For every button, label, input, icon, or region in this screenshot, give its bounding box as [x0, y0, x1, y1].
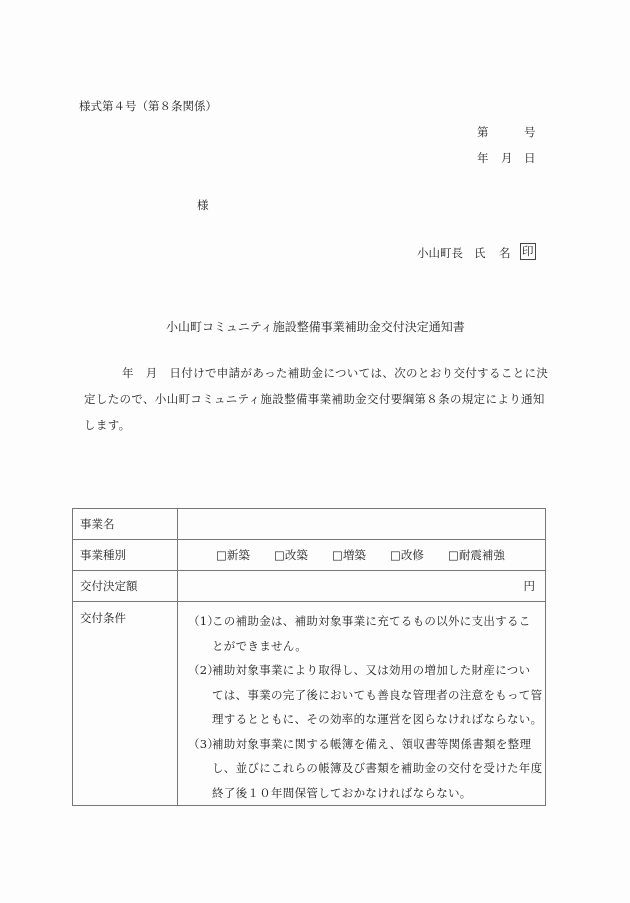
condition-item-3 [188, 732, 543, 806]
table-row-project-type [73, 540, 546, 571]
body-text-line-3: します。 [84, 418, 131, 432]
condition-number: （2） [188, 663, 220, 677]
table-row-grant-amount [73, 571, 546, 602]
body-text-line-2: 定したので、小山町コミュニティ施設整備事業補助金交付要綱第８条の規定により通知 [84, 392, 545, 406]
checkbox-seismic-reinforcement[interactable]: □耐震補強 [448, 548, 505, 562]
conditions-cell [178, 602, 546, 806]
condition-item-2 [188, 658, 543, 732]
checkbox-rebuild[interactable]: □改築 [274, 548, 308, 562]
checkbox-extension[interactable]: □増築 [332, 548, 366, 562]
project-type-label: 事業種別 [73, 540, 178, 571]
condition-text: この補助金は、補助対象事業に充てるもの以外に支出するこ [212, 614, 531, 628]
checkbox-new-construction[interactable]: □新築 [216, 548, 250, 562]
condition-number: （1） [188, 614, 220, 628]
grant-amount-label: 交付決定額 [73, 571, 178, 602]
table-row-project-name [73, 509, 546, 540]
conditions-label: 交付条件 [73, 602, 178, 806]
checkbox-renovation[interactable]: □改修 [390, 548, 424, 562]
condition-text: 補助対象事業に関する帳簿を備え、領収書等関係書類を整理 [212, 736, 532, 751]
sender-title: 小山町長 [417, 246, 463, 260]
condition-text: とができません。 [212, 638, 308, 653]
document-number-suffix: 号 [524, 125, 536, 139]
condition-text: 理するとともに、その効率的な運営を図らなければならない。 [212, 712, 543, 726]
date-day-label: 日 [524, 151, 536, 165]
sender-name-label-1: 氏 [474, 246, 486, 260]
condition-item-1 [188, 609, 537, 658]
document-title: 小山町コミュニティ施設整備事業補助金交付決定通知書 [166, 320, 465, 334]
table-row-conditions [73, 602, 546, 806]
yen-unit: 円 [523, 579, 535, 593]
date-month-label: 月 [501, 151, 513, 165]
condition-number: （3） [188, 736, 220, 751]
project-name-label: 事業名 [73, 509, 178, 540]
grant-details-table [72, 508, 546, 806]
grant-amount-value[interactable] [178, 571, 546, 602]
date-year-label: 年 [477, 151, 489, 165]
document-number-prefix: 第 [477, 125, 489, 139]
sender-name-label-2: 名 [499, 246, 511, 260]
addressee-honorific: 様 [197, 198, 209, 212]
seal-stamp-icon: 印 [522, 244, 534, 258]
project-type-options [178, 540, 546, 571]
condition-text: 補助対象事業により取得し、又は効用の増加した財産につい [212, 663, 531, 677]
body-text-line-1: 年 月 日付けで申請があった補助金については、次のとおり交付することに決 [122, 366, 549, 380]
condition-text: ては、事業の完了後においても善良な管理者の注意をもって管 [212, 687, 543, 702]
project-name-value[interactable] [178, 509, 546, 540]
form-number: 様式第４号（第８条関係） [79, 99, 217, 113]
condition-text: し、並びにこれらの帳簿及び書類を補助金の交付を受けた年度 [212, 761, 543, 775]
condition-text: 終了後１０年間保管しておかなければならない。 [212, 785, 472, 800]
